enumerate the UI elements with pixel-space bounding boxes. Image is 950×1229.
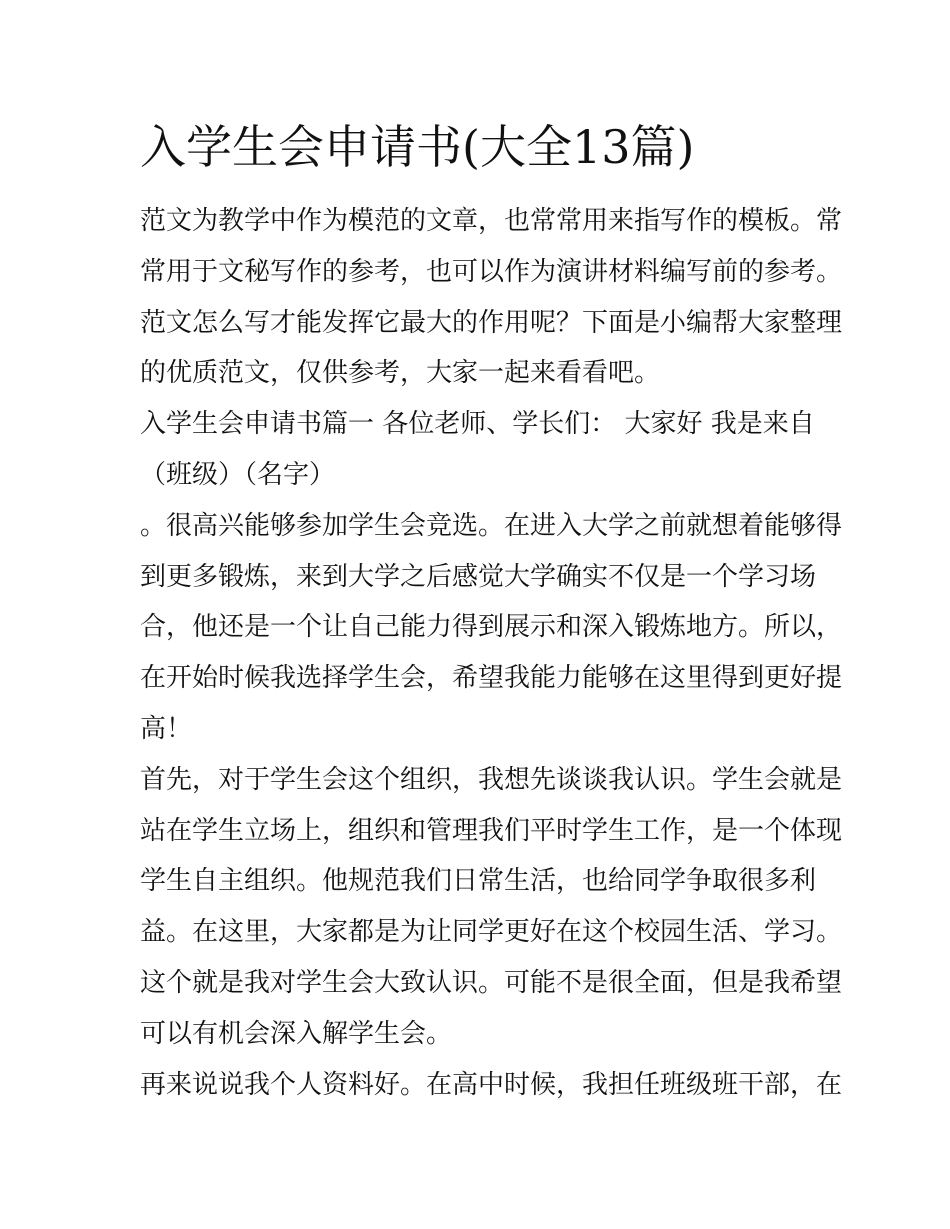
text-line: 这个就是我对学生会大致认识。可能不是很全面，但是我希望: [140, 967, 843, 998]
text-line: 常用于文秘写作的参考，也可以作为演讲材料编写前的参考。: [140, 256, 843, 287]
text-line: 。很高兴能够参加学生会竞选。在进入大学之前就想着能够得: [140, 510, 843, 541]
document-title: 入学生会申请书(大全13篇): [140, 120, 695, 174]
text-line: 益。在这里，大家都是为让同学更好在这个校园生活、学习。: [140, 917, 843, 948]
text-line: 可以有机会深入解学生会。: [140, 1018, 453, 1049]
text-line: 合，他还是一个让自己能力得到展示和深入锻炼地方。所以，: [140, 612, 843, 643]
text-line: 首先，对于学生会这个组织，我想先谈谈我认识。学生会就是: [140, 764, 843, 795]
document-body: [140, 196, 843, 1110]
text-line: 高！: [140, 713, 193, 744]
text-line: 入学生会申请书篇一 各位老师、学长们： 大家好 我是来自: [140, 409, 815, 440]
text-line: 范文怎么写才能发挥它最大的作用呢？下面是小编帮大家整理: [140, 307, 843, 338]
text-line: 范文为教学中作为模范的文章，也常常用来指写作的模板。常: [140, 206, 843, 236]
text-line: 到更多锻炼，来到大学之后感觉大学确实不仅是一个学习场: [140, 561, 817, 592]
text-line: 的优质范文，仅供参考，大家一起来看看吧。: [140, 358, 661, 389]
text-line: 再来说说我个人资料好。在高中时候，我担任班级班干部，在: [140, 1069, 843, 1100]
text-line: （班级）（名字）: [140, 459, 336, 490]
text-line: 站在学生立场上，组织和管理我们平时学生工作，是一个体现: [140, 815, 843, 846]
text-line: 学生自主组织。他规范我们日常生活，也给同学争取很多利: [140, 866, 817, 897]
text-line: 在开始时候我选择学生会，希望我能力能够在这里得到更好提: [140, 663, 843, 694]
